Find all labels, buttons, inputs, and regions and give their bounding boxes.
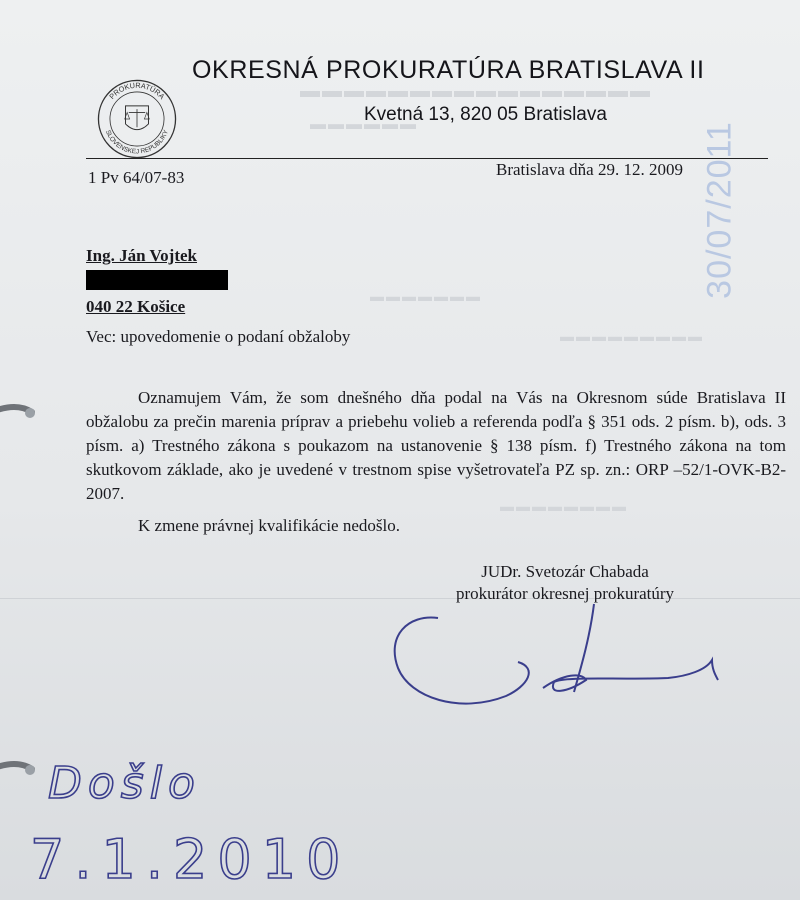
document-date: Bratislava dňa 29. 12. 2009 (496, 160, 683, 179)
closing-note: K zmene právnej kvalifikácie nedošlo. (138, 516, 400, 535)
institution-address: Kvetná 13, 820 05 Bratislava (364, 104, 607, 125)
show-through-text: ▬▬▬▬▬▬▬▬▬ (560, 330, 704, 345)
svg-text:SLOVENSKEJ REPUBLIKY: SLOVENSKEJ REPUBLIKY (103, 129, 171, 156)
institution-name: OKRESNÁ PROKURATÚRA BRATISLAVA II (192, 56, 705, 84)
handwritten-signature (368, 596, 728, 726)
recipient-name: Ing. Ján Vojtek (86, 246, 198, 265)
subject-line: Vec: upovedomenie o podaní obžaloby (86, 327, 351, 346)
redacted-address (86, 270, 228, 290)
handwritten-word: Došlo (48, 758, 201, 809)
signatory-name: JUDr. Svetozár Chabada (481, 562, 649, 581)
show-through-text: ▬▬▬▬▬▬▬ (370, 290, 482, 305)
received-date-stamp: 30/07/2011 (700, 121, 739, 299)
reference-number: 1 Pv 64/07-83 (88, 168, 185, 187)
body-paragraph: Oznamujem Vám, že som dnešného dňa podal na Vás na Okresnom súde Bratislava II obžalobu za prečin marenia príprav a priebehu volieb a referenda podľa § 351 ods. 2 písm. b), ods. 3 písm. a) Trestného zákona s poukazom na ustanovenie § 138 písm. f) Trestného zákona na tom skutkovom základe, ako je uvedené v trestnom spise vyšetrovateľa PZ sp. zn.: ORP –52/1-OVK-B2-2007. (86, 388, 786, 503)
svg-text:PROKURATÚRA: PROKURATÚRA (107, 80, 167, 101)
handwritten-received-note (30, 750, 360, 900)
header-rule (86, 158, 768, 159)
recipient-block (86, 246, 228, 317)
binder-ring-icon (0, 398, 44, 428)
state-seal-icon (96, 78, 178, 160)
show-through-text: ▬▬▬▬▬▬ (310, 116, 418, 133)
letter-body (86, 386, 786, 506)
binder-ring-icon (0, 755, 44, 785)
show-through-text: ▬▬▬▬▬▬▬▬ (500, 500, 628, 515)
signatory-title: prokurátor okresnej prokuratúry (455, 584, 675, 603)
handwritten-date: 7.1.2010 (30, 828, 351, 891)
show-through-text: ▬▬▬▬▬▬▬▬▬▬▬▬▬▬▬▬ (300, 80, 652, 102)
recipient-city: 040 22 Košice (86, 297, 186, 316)
